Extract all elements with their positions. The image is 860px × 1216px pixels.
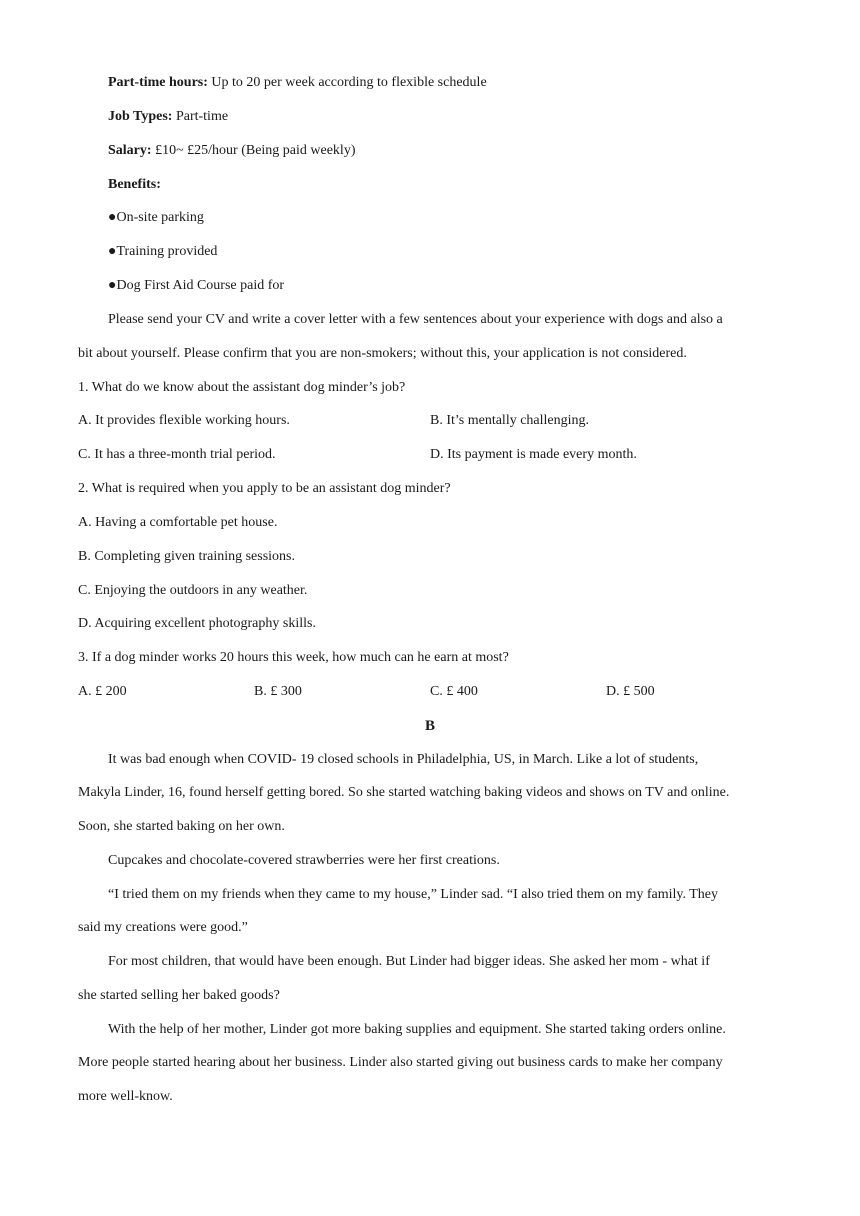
question-2-stem: 2. What is required when you apply to be an assistant dog minder?	[78, 481, 451, 496]
application-instructions-cont: bit about yourself. Please confirm that you are non-smokers; without this, your application is not considered.	[78, 346, 687, 361]
question-1-option-c: C. It has a three-month trial period.	[78, 447, 276, 462]
question-1-option-a: A. It provides flexible working hours.	[78, 413, 290, 428]
question-1-stem: 1. What do we know about the assistant dog minder’s job?	[78, 380, 406, 395]
question-1-option-b: B. It’s mentally challenging.	[430, 413, 590, 428]
passage-b-paragraph-3: “I tried them on my friends when they came to my house,” Linder sad. “I also tried them on my family. They	[108, 887, 718, 902]
job-types-label: Job Types:	[108, 109, 173, 124]
salary-label: Salary:	[108, 143, 152, 158]
passage-b-paragraph-2: Cupcakes and chocolate-covered strawberries were her first creations.	[108, 853, 500, 868]
benefit-item: ●Training provided	[108, 244, 218, 259]
benefit-item: ●Dog First Aid Course paid for	[108, 278, 285, 293]
application-instructions: Please send your CV and write a cover letter with a few sentences about your experience with dogs and also a	[108, 312, 723, 327]
section-heading: B	[424, 718, 435, 734]
question-3-option-a: A. £ 200	[78, 684, 127, 699]
hours-label: Part-time hours:	[108, 75, 208, 90]
question-2-option-d: D. Acquiring excellent photography skills.	[78, 616, 316, 631]
question-1-option-d: D. Its payment is made every month.	[430, 447, 637, 462]
question-1-options-row2	[78, 445, 790, 465]
passage-b-paragraph-4: For most children, that would have been enough. But Linder had bigger ideas. She asked her mom - what if	[108, 954, 710, 969]
passage-b-paragraph-1-cont: Soon, she started baking on her own.	[78, 819, 285, 834]
hours-line	[108, 73, 790, 93]
question-3-option-b: B. £ 300	[254, 684, 302, 699]
question-3-option-c: C. £ 400	[430, 684, 478, 699]
job-types-line	[108, 107, 790, 127]
question-3-option-d: D. £ 500	[606, 684, 655, 699]
passage-b-paragraph-5: With the help of her mother, Linder got more baking supplies and equipment. She started taking orders online.	[108, 1022, 726, 1037]
passage-b-paragraph-4-cont: she started selling her baked goods?	[78, 988, 280, 1003]
salary-line	[108, 141, 790, 161]
question-2-option-b: B. Completing given training sessions.	[78, 549, 295, 564]
hours-value: Up to 20 per week according to flexible schedule	[207, 75, 487, 90]
job-types-value: Part-time	[172, 109, 229, 124]
passage-b-paragraph-1-cont: Makyla Linder, 16, found herself getting bored. So she started watching baking videos and shows on TV and online.	[78, 785, 730, 800]
question-3-options	[78, 682, 790, 702]
question-2-option-a: A. Having a comfortable pet house.	[78, 515, 278, 530]
question-1-options-row1	[78, 411, 790, 431]
salary-value: £10~ £25/hour (Being paid weekly)	[151, 143, 356, 158]
benefit-item: ●On-site parking	[108, 210, 204, 225]
passage-b-paragraph-1: It was bad enough when COVID- 19 closed schools in Philadelphia, US, in March. Like a lot of students,	[108, 752, 699, 767]
passage-b-paragraph-5-cont: more well-know.	[78, 1089, 173, 1104]
benefits-label: Benefits:	[108, 177, 161, 192]
question-3-stem: 3. If a dog minder works 20 hours this week, how much can he earn at most?	[78, 650, 509, 665]
passage-b-paragraph-3-cont: said my creations were good.”	[78, 920, 248, 935]
passage-b-paragraph-5-cont: More people started hearing about her business. Linder also started giving out business cards to make her company	[78, 1055, 723, 1070]
question-2-option-c: C. Enjoying the outdoors in any weather.	[78, 583, 308, 598]
